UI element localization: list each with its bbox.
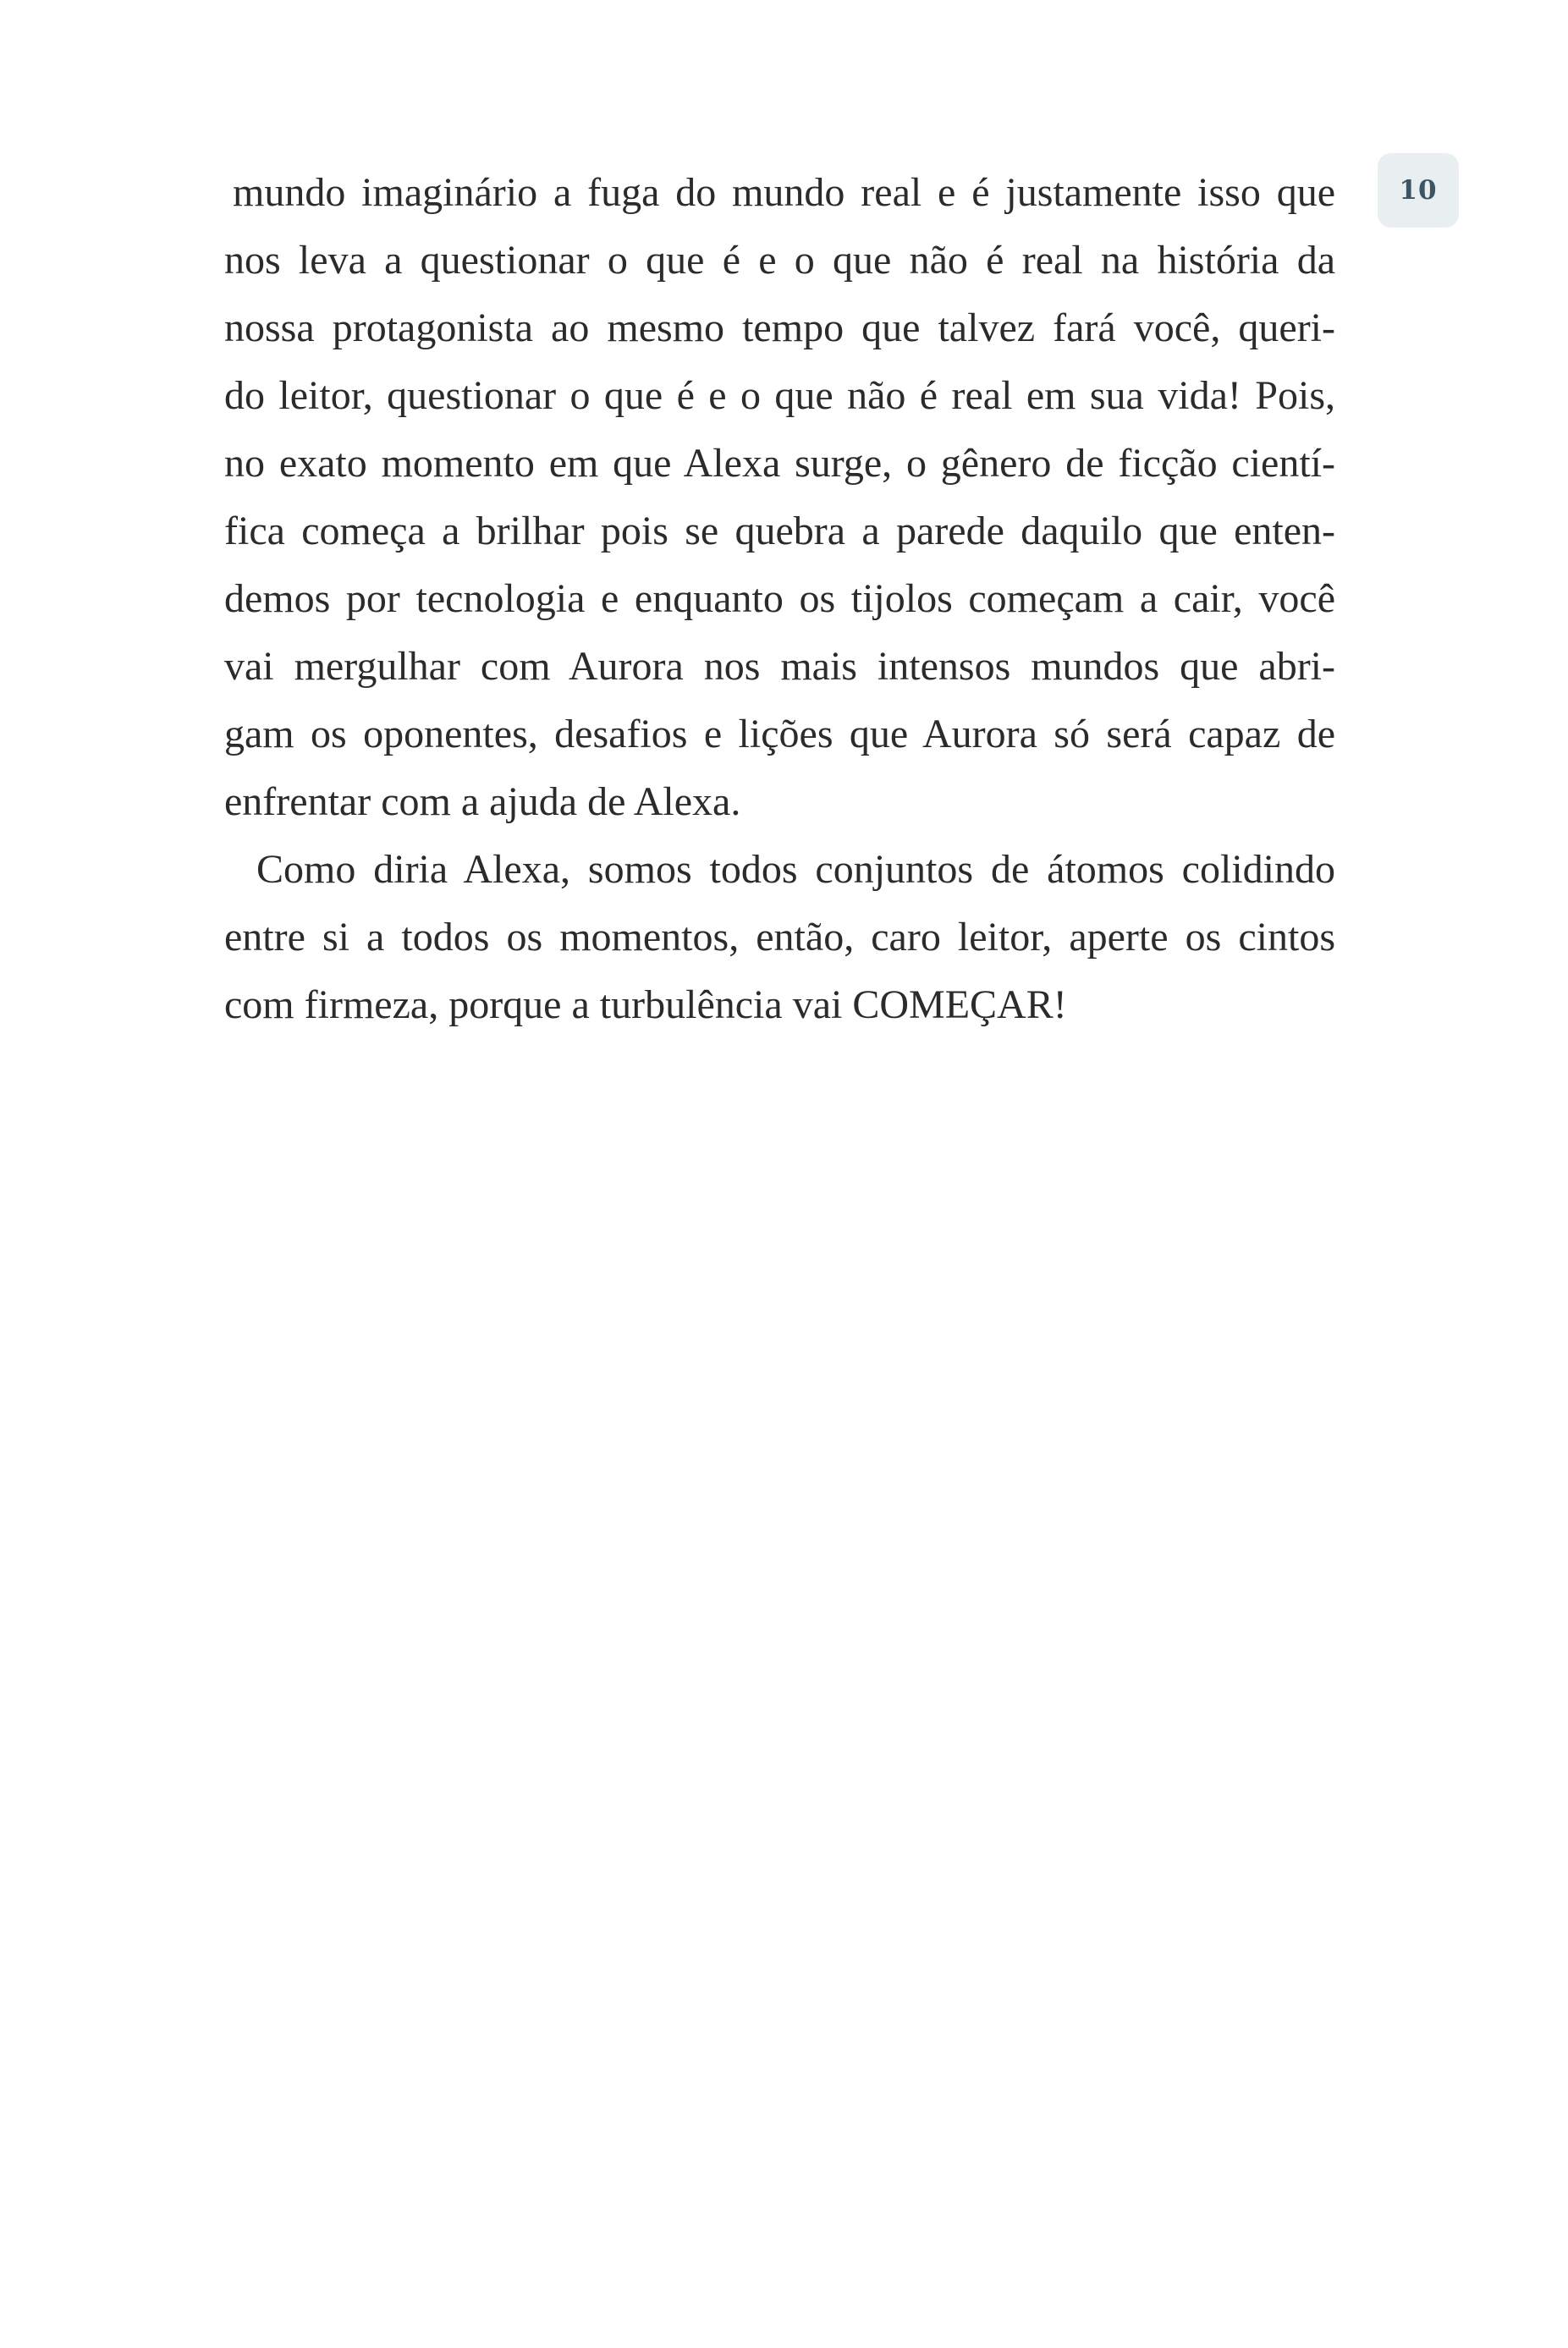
text-line: do leitor, questionar o que é e o que não é real em sua vida! Pois, xyxy=(224,373,1335,418)
text-line: nossa protagonista ao mesmo tempo que talvez fará você, queri- xyxy=(224,305,1335,350)
text-line: gam os oponentes, desafios e lições que Aurora só será capaz de xyxy=(224,712,1335,756)
page-number: 10 xyxy=(1399,175,1438,206)
text-line: enfrentar com a ajuda de Alexa. xyxy=(224,779,741,824)
text-line: no exato momento em que Alexa surge, o gênero de ficção cientí- xyxy=(224,441,1335,486)
body-text xyxy=(224,159,1335,1039)
page-number-badge xyxy=(1378,153,1459,228)
text-line: Como diria Alexa, somos todos conjuntos de átomos colidindo xyxy=(256,847,1335,892)
text-line: com firmeza, porque a turbulência vai COMEÇAR! xyxy=(224,982,1067,1027)
paragraph-1 xyxy=(224,159,1335,836)
text-line: nos leva a questionar o que é e o que não é real na história da xyxy=(224,238,1335,283)
text-line: mundo imaginário a fuga do mundo real e é justamente isso que xyxy=(233,170,1335,215)
text-line: fica começa a brilhar pois se quebra a parede daquilo que enten- xyxy=(224,509,1335,553)
text-line: entre si a todos os momentos, então, caro leitor, aperte os cintos xyxy=(224,915,1335,960)
text-line: demos por tecnologia e enquanto os tijolos começam a cair, você xyxy=(224,576,1335,621)
paragraph-2 xyxy=(224,836,1335,1039)
text-line: vai mergulhar com Aurora nos mais intensos mundos que abri- xyxy=(224,644,1335,689)
